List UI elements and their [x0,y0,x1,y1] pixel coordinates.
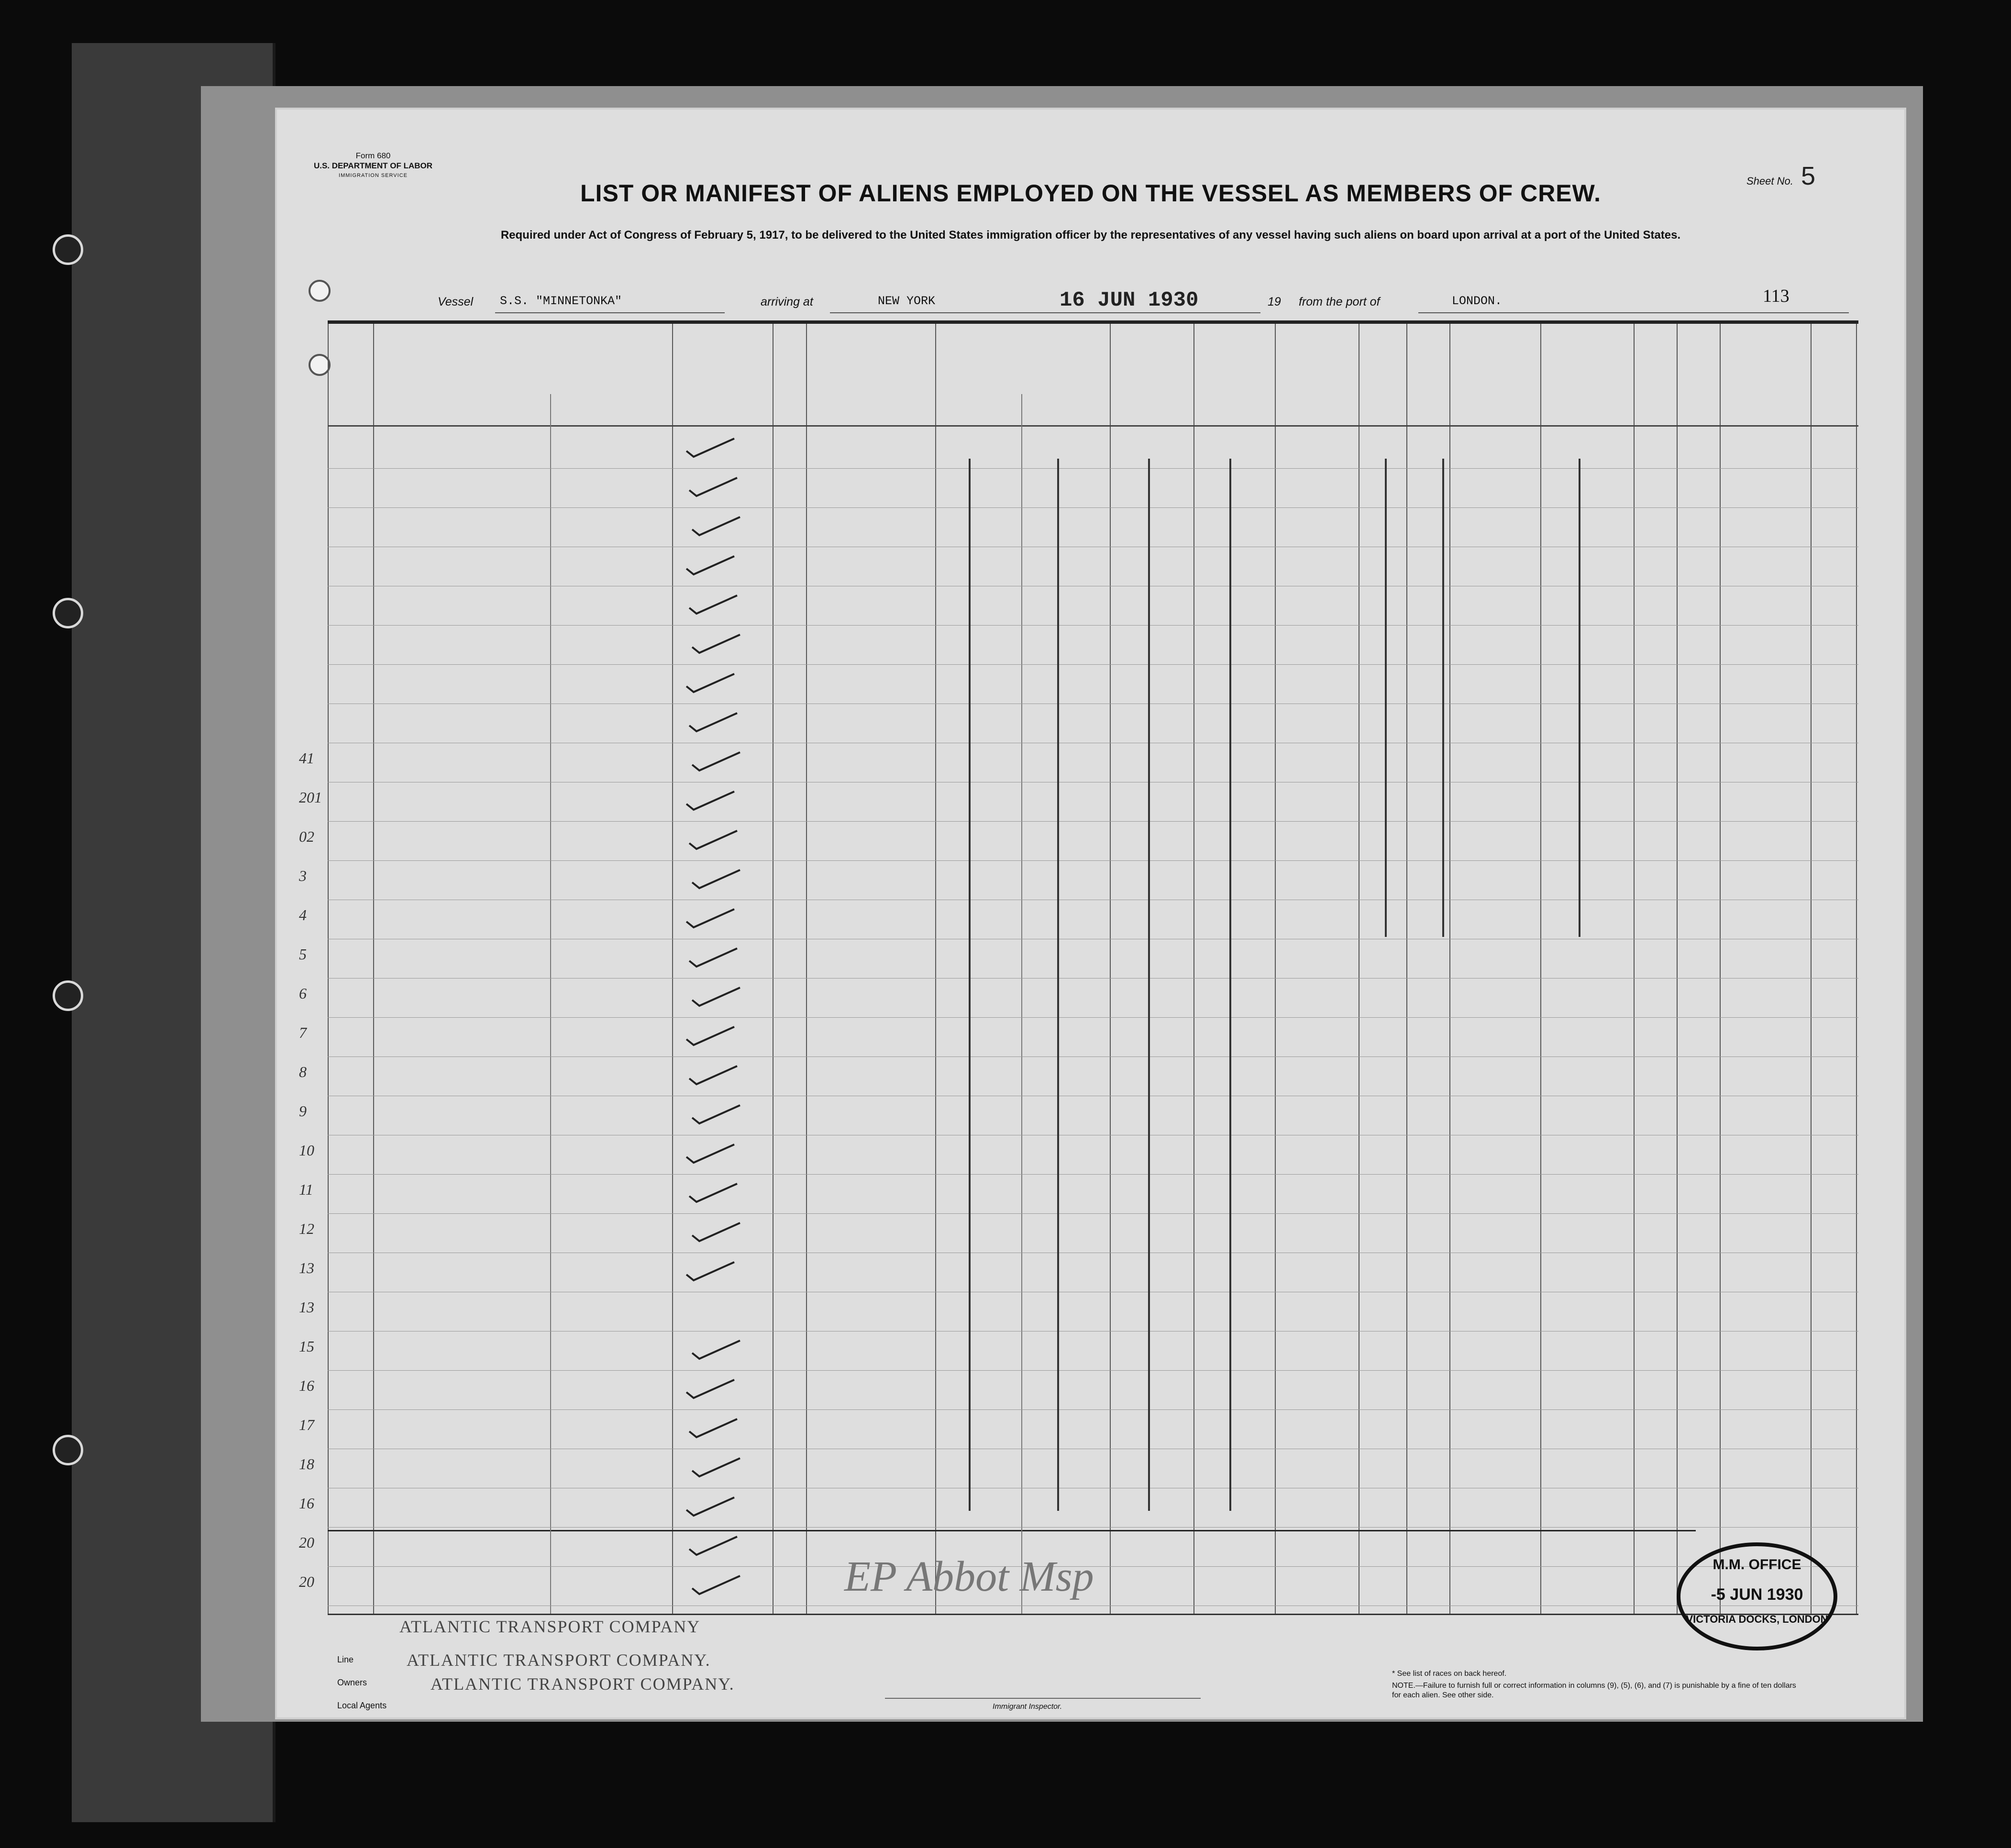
row-rule [328,1056,1858,1057]
margin-note: 18 [299,1455,314,1473]
ditto-line [1057,459,1059,1511]
check-mark [690,868,742,890]
row-rule [328,1017,1858,1018]
check-mark [687,1182,740,1204]
ditto-line [1579,459,1580,937]
penalty-note: NOTE.—Failure to furnish full or correct information in columns (9), (5), (6), and (7) is punishable by a fine of ten dollars for each alien. See other side. [1392,1682,1796,1699]
row-rule [328,821,1858,822]
races-note: * See list of races on back hereof. [1392,1670,1507,1678]
table-bottom-rule [328,1614,1858,1615]
row-rule [328,1174,1858,1175]
page-title: LIST OR MANIFEST OF ALIENS EMPLOYED ON THE VESSEL AS MEMBERS OF CREW. [580,180,1601,207]
column-rule [806,322,807,1614]
column-rule [1811,322,1812,1614]
vessel-line [275,286,1854,318]
inspector-line [885,1698,1201,1699]
arrival-date-stamp: 16 JUN 1930 [1060,288,1199,312]
owners-company: ATLANTIC TRANSPORT COMPANY. [407,1650,711,1670]
margin-note: 7 [299,1024,307,1041]
check-mark [684,672,737,694]
margin-note: 13 [299,1259,314,1276]
check-mark [687,946,740,968]
column-rule [1193,322,1194,1614]
check-mark [684,790,737,812]
check-mark [690,1456,742,1478]
column-rule [1634,322,1635,1614]
ditto-line [1385,459,1387,937]
from-port-label: from the port of [1299,295,1380,308]
check-mark [687,1064,740,1086]
inspector-label: Immigrant Inspector. [993,1703,1062,1711]
form-number: Form 680 [355,151,391,160]
margin-note: 20 [299,1534,314,1551]
check-mark [690,633,742,655]
underline [1418,312,1849,313]
column-rule [672,322,673,1614]
margin-note: 3 [299,867,307,884]
stamp-bottom: VICTORIA DOCKS, LONDON [1686,1613,1828,1625]
stamp-top: M.M. OFFICE [1713,1557,1801,1573]
check-mark [684,907,737,929]
column-rule [373,322,374,1614]
department: U.S. DEPARTMENT OF LABOR [313,161,433,170]
footer [328,1617,1858,1731]
margin-note: 41 [299,749,314,767]
row-rule [328,1370,1858,1371]
margin-note: 201 [299,789,322,806]
row-rule [328,1409,1858,1410]
column-rule [1406,322,1407,1614]
check-mark [684,1025,737,1047]
check-mark [684,1143,737,1165]
form-header [313,151,433,181]
strike-line [328,1530,1696,1531]
row-rule [328,978,1858,979]
check-mark [687,1417,740,1439]
row-rule [328,625,1858,626]
column-rule [1110,322,1111,1614]
year-label: 19 [1268,295,1281,308]
column-rule [1275,322,1276,1614]
check-mark [687,594,740,616]
margin-note: 11 [299,1181,313,1198]
manifest-sheet [275,108,1906,1719]
binder-ring [53,1435,83,1465]
column-rule [1856,322,1857,1614]
page-number-handwritten: 113 [1763,286,1790,306]
stamp-date: -5 JUN 1930 [1711,1585,1803,1604]
service: IMMIGRATION SERVICE [339,173,408,178]
sheet-number-value: 5 [1801,162,1815,190]
check-mark [684,554,737,576]
underline [495,312,725,313]
margin-note: 15 [299,1338,314,1355]
check-mark [687,829,740,851]
check-mark [690,986,742,1008]
column-rule [550,394,551,1614]
row-rule [328,664,1858,665]
column-rule [328,322,329,1614]
row-rule [328,507,1858,508]
margin-note: 20 [299,1573,314,1590]
column-rule [1449,322,1450,1614]
margin-note: 17 [299,1416,314,1433]
column-rule [1720,322,1721,1614]
signature: EP Abbot Msp [844,1553,1094,1600]
arriving-label: arriving at [761,295,813,308]
check-mark [690,750,742,772]
binder-ring [53,234,83,265]
margin-note: 9 [299,1102,307,1120]
agents-label: Local Agents [337,1701,387,1710]
margin-note: 10 [299,1142,314,1159]
page-subtitle: Required under Act of Congress of February 5, 1917, to be delivered to the United States immigration officer by the representatives of any vessel having such aliens on board upon arrival at a port of the United States. [500,229,1681,242]
column-rule [1677,322,1678,1614]
ditto-line [1229,459,1231,1511]
margin-note: 5 [299,946,307,963]
check-mark [684,1496,737,1518]
margin-note: 4 [299,906,307,924]
check-mark [684,1260,737,1282]
row-rule [328,322,1858,324]
row-rule [328,1213,1858,1214]
vessel-name: S.S. "MINNETONKA" [500,294,622,308]
binder-ring [53,980,83,1011]
check-mark [684,1378,737,1400]
column-rule [1021,394,1022,1614]
agents-company: ATLANTIC TRANSPORT COMPANY. [431,1674,735,1694]
column-rule [935,322,936,1614]
line-company: ATLANTIC TRANSPORT COMPANY [399,1617,701,1636]
row-rule [328,1527,1858,1528]
vessel-label: Vessel [438,295,474,308]
margin-note: 16 [299,1377,314,1394]
check-mark [690,1339,742,1361]
check-mark [690,1103,742,1125]
underline [1055,312,1260,313]
owners-label: Owners [337,1678,367,1687]
row-rule [328,860,1858,861]
margin-note: 12 [299,1220,314,1237]
mm-office-stamp [1677,1542,1837,1650]
margin-note: 8 [299,1063,307,1080]
line-label: Line [337,1655,354,1664]
sheet-number-label: Sheet No. [1746,175,1793,187]
header-bottom-rule [328,425,1858,427]
binder-ring [53,598,83,628]
check-mark [684,437,737,459]
check-mark [690,515,742,537]
row-rule [328,468,1858,469]
check-mark [690,1574,742,1596]
margin-note: 6 [299,985,307,1002]
check-mark [687,1535,740,1557]
check-mark [690,1221,742,1243]
margin-note: 16 [299,1495,314,1512]
from-port: LONDON. [1452,294,1503,308]
ditto-line [1148,459,1150,1511]
check-mark [687,711,740,733]
margin-note: 13 [299,1298,314,1316]
margin-note: 02 [299,828,314,845]
column-rule [1540,322,1541,1614]
ditto-line [969,459,971,1511]
crew-table [299,320,1858,1750]
check-mark [687,476,740,498]
arriving-port: NEW YORK [878,294,936,308]
ditto-line [1442,459,1444,937]
